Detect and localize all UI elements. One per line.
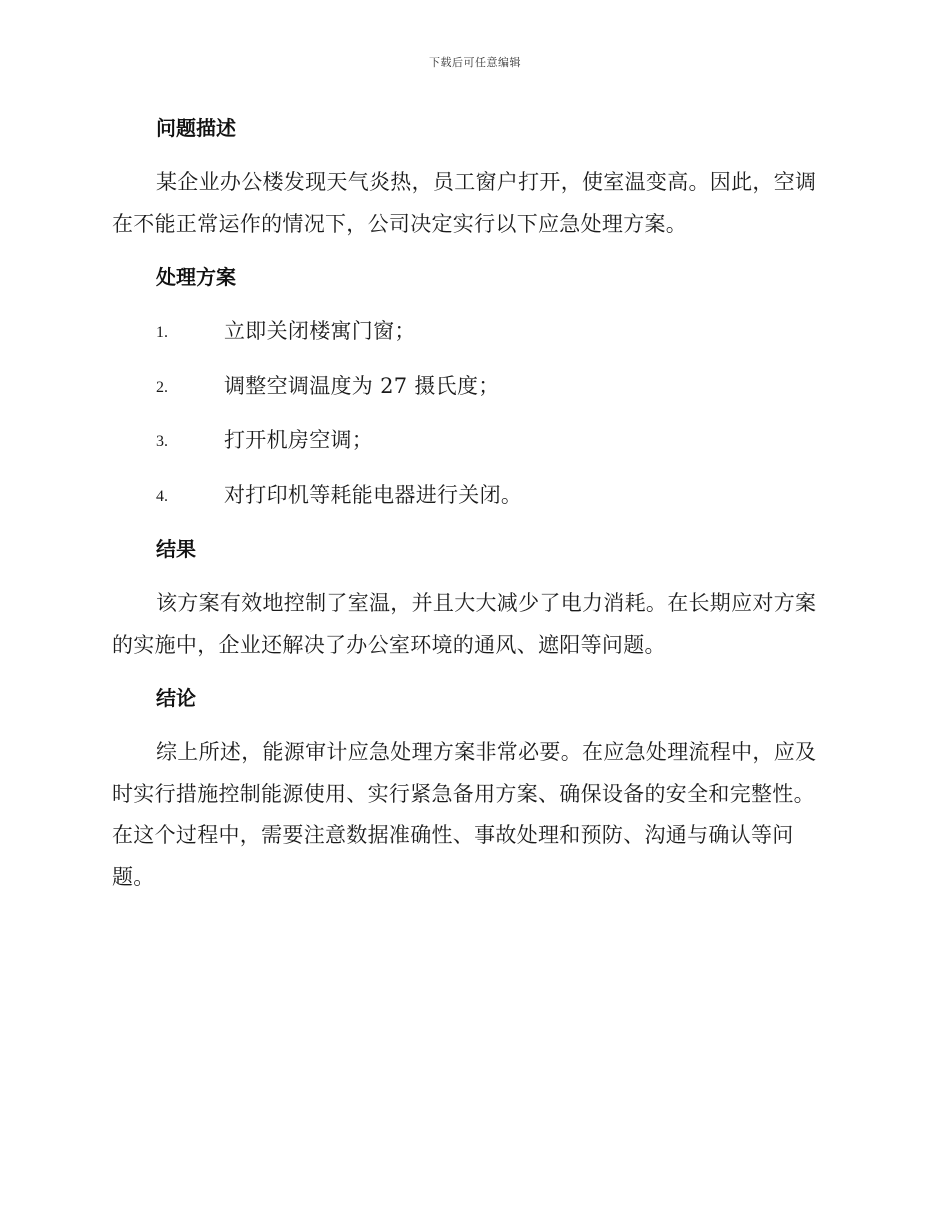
list-item — [112, 311, 832, 366]
list-item — [112, 366, 832, 421]
plan-heading: 处理方案 — [156, 265, 236, 289]
conclusion-paragraph: 综上所述，能源审计应急处理方案非常必要。在应急处理流程中，应及时实行措施控制能源使用、实行紧急备用方案、确保设备的安全和完整性。在这个过程中，需要注意数据准确性、事故处理和预防、沟通与确认等问题。 — [112, 740, 817, 889]
conclusion-heading: 结论 — [156, 686, 196, 710]
list-item-text: 打开机房空调； — [224, 428, 374, 452]
document-body — [112, 108, 832, 898]
plan-list — [112, 311, 832, 529]
list-item-number: 1. — [156, 324, 168, 341]
page-header-note: 下载后可任意编辑 — [429, 56, 521, 69]
result-paragraph: 该方案有效地控制了室温，并且大大减少了电力消耗。在长期应对方案的实施中，企业还解决了办公室环境的通风、遮阳等问题。 — [112, 591, 817, 657]
list-item — [112, 420, 832, 475]
list-item-text: 调整空调温度为 27 摄氏度； — [224, 373, 500, 398]
list-item — [112, 475, 832, 530]
problem-heading: 问题描述 — [156, 116, 236, 140]
list-item-number: 4. — [156, 487, 168, 505]
result-heading: 结果 — [156, 537, 196, 561]
problem-paragraph: 某企业办公楼发现天气炎热，员工窗户打开，使室温变高。因此，空调在不能正常运作的情况下，公司决定实行以下应急处理方案。 — [112, 170, 817, 236]
list-item-number: 2. — [156, 378, 168, 396]
list-item-text: 对打印机等耗能电器进行关闭。 — [224, 482, 523, 507]
list-item-number: 3. — [156, 433, 168, 450]
list-item-text: 立即关闭楼寓门窗； — [224, 319, 416, 343]
